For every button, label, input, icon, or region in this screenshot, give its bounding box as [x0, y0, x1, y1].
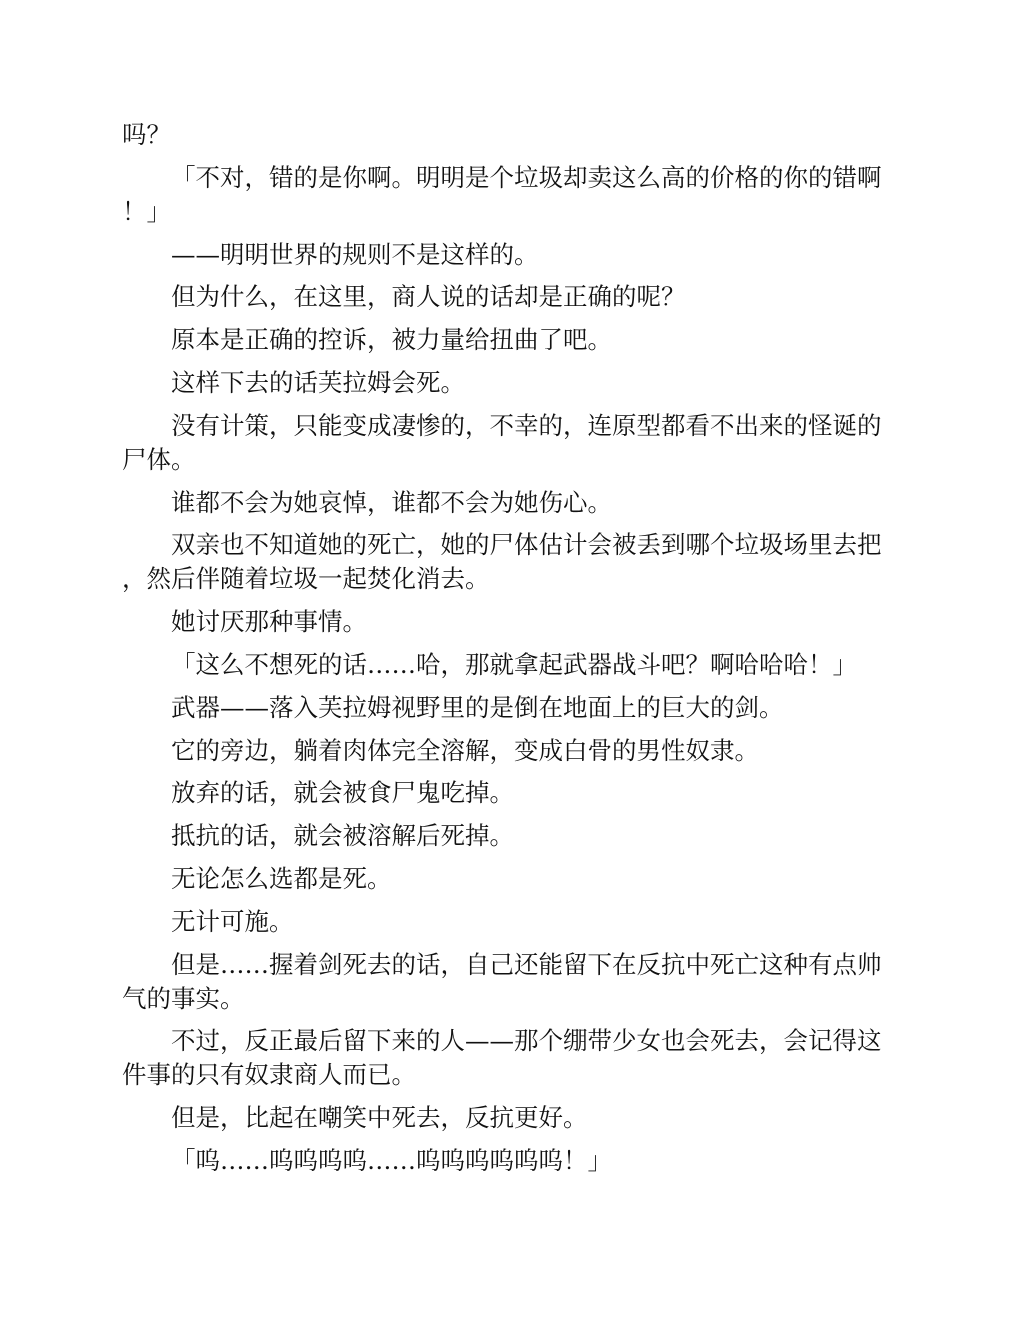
paragraph: 这样下去的话芙拉姆会死。	[171, 367, 465, 397]
document-body	[122, 118, 898, 1187]
paragraph: 没有计策，只能变成凄惨的，不幸的，连原型都看不出来的怪诞的尸体。	[122, 410, 882, 474]
paragraph: 不过，反正最后留下来的人——那个绷带少女也会死去，会记得这件事的只有奴隶商人而已。	[122, 1026, 882, 1090]
paragraph: 谁都不会为她哀悼，谁都不会为她伤心。	[171, 487, 612, 517]
paragraph: 「不对，错的是你啊。明明是个垃圾却卖这么高的价格的你的错啊！」	[122, 162, 882, 226]
paragraph: 抵抗的话，就会被溶解后死掉。	[171, 821, 514, 851]
paragraph: 武器——落入芙拉姆视野里的是倒在地面上的巨大的剑。	[171, 692, 784, 722]
paragraph: 双亲也不知道她的死亡，她的尸体估计会被丢到哪个垃圾场里去把，然后伴随着垃圾一起焚化消去。	[122, 530, 882, 594]
paragraph: 「呜……呜呜呜呜……呜呜呜呜呜呜！」	[171, 1145, 612, 1175]
paragraph: 但是……握着剑死去的话，自己还能留下在反抗中死亡这种有点帅气的事实。	[122, 949, 882, 1013]
paragraph: 但为什么，在这里，商人说的话却是正确的呢？	[171, 282, 686, 312]
paragraph: 她讨厌那种事情。	[171, 607, 367, 637]
paragraph: 无论怎么选都是死。	[171, 863, 392, 893]
paragraph: 它的旁边，躺着肉体完全溶解，变成白骨的男性奴隶。	[171, 735, 759, 765]
paragraph: ——明明世界的规则不是这样的。	[171, 239, 539, 269]
paragraph: 「这么不想死的话……哈，那就拿起武器战斗吧？啊哈哈哈！」	[171, 649, 857, 679]
paragraph: 原本是正确的控诉，被力量给扭曲了吧。	[171, 325, 612, 355]
paragraph: 无计可施。	[171, 906, 294, 936]
paragraph-continuation: 吗？	[122, 120, 171, 149]
paragraph: 但是，比起在嘲笑中死去，反抗更好。	[171, 1103, 588, 1133]
paragraph: 放弃的话，就会被食尸鬼吃掉。	[171, 778, 514, 808]
